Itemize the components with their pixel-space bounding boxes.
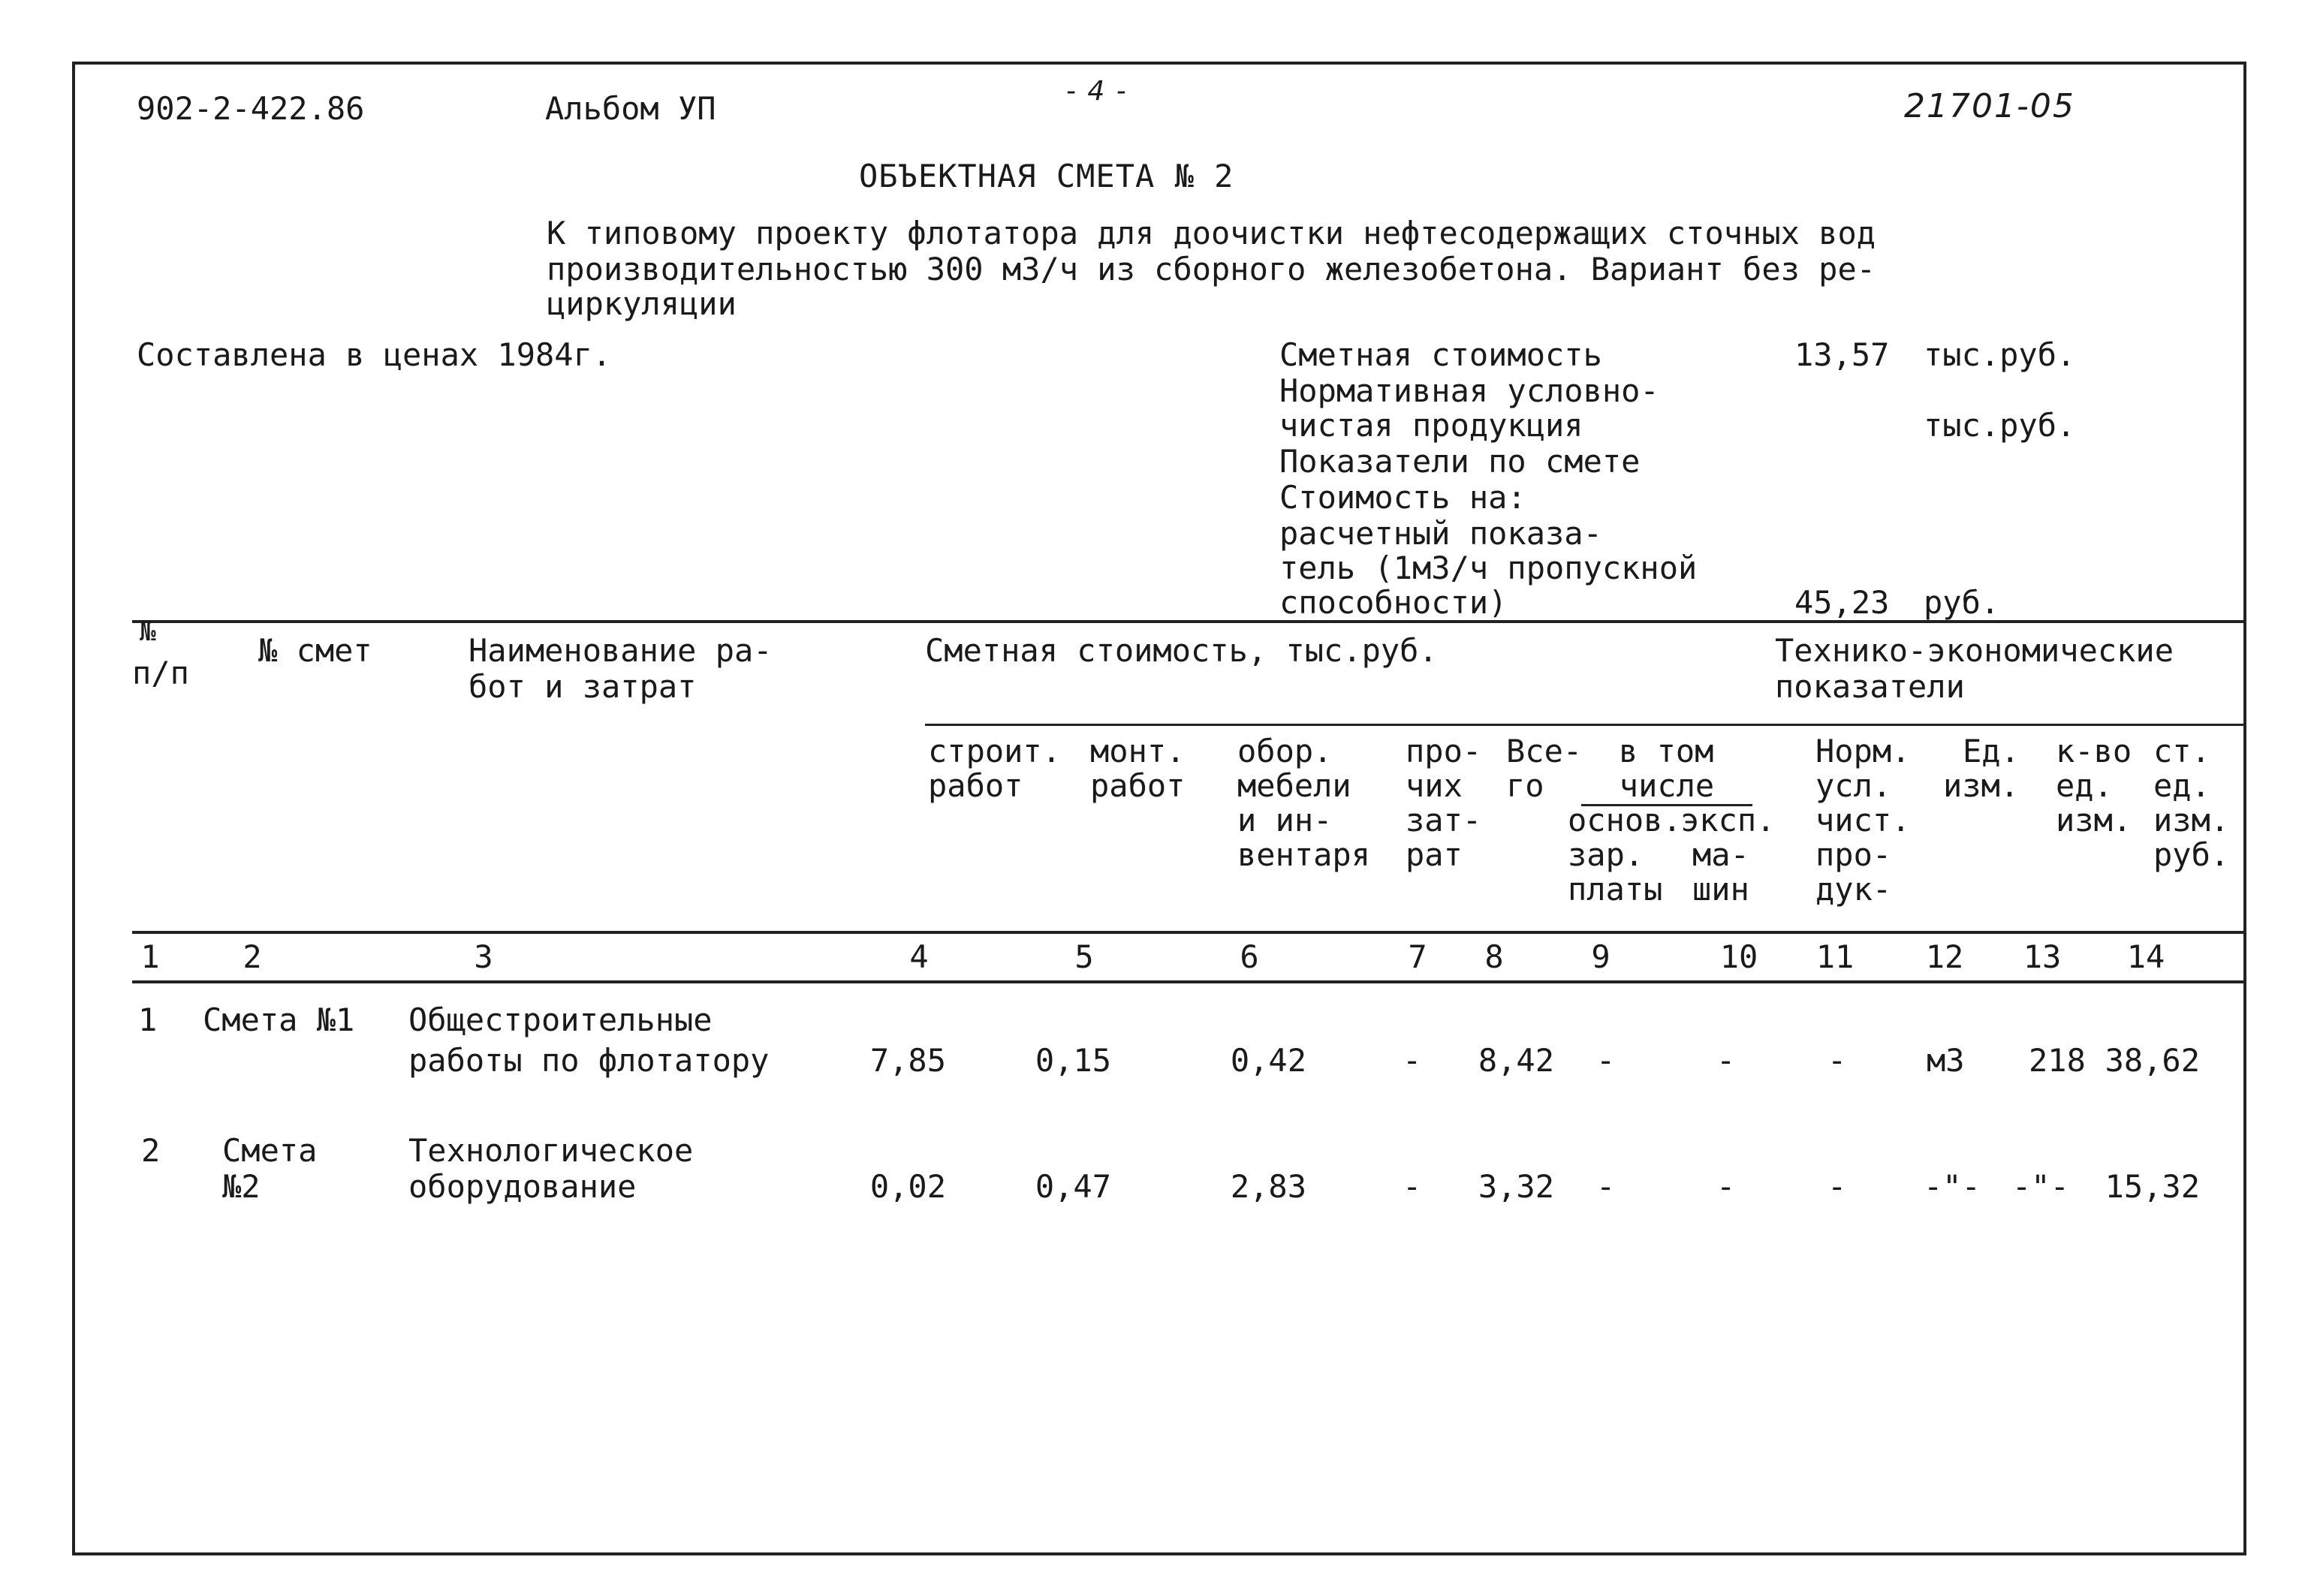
column-number-7: 7 <box>1408 938 1427 975</box>
header-nup-2: усл. <box>1815 767 1892 804</box>
album-label: Альбом УП <box>545 90 716 127</box>
row2-construction: 0,02 <box>869 1168 946 1205</box>
row2-qty: -"- <box>2012 1168 2069 1205</box>
column-numbers-top-rule <box>132 931 2246 934</box>
header-equipment-1: обор. <box>1237 733 1333 769</box>
header-qty-1: к-во <box>2056 733 2132 769</box>
row2-np: 2 <box>141 1132 161 1169</box>
summary-unit-cost-unit: руб. <box>1924 584 2000 621</box>
header-other-2: чих <box>1406 767 1463 804</box>
header-cost-group: Сметная стоимость, тыс.руб. <box>925 632 1438 669</box>
column-number-14: 14 <box>2126 938 2165 975</box>
column-number-2: 2 <box>243 938 262 975</box>
row1-construction: 7,85 <box>869 1042 946 1079</box>
column-number-6: 6 <box>1240 938 1259 975</box>
column-number-5: 5 <box>1074 938 1094 975</box>
table-top-rule <box>132 620 2246 623</box>
summary-line-6: расчетный показа- <box>1279 515 1602 552</box>
description-line-2: производительностью 300 м3/ч из сборного железобетона. Вариант без ре- <box>547 251 1876 288</box>
summary-cost-unit: тыс.руб. <box>1924 336 2076 373</box>
header-nup-4: про- <box>1815 836 1892 873</box>
row1-equipment: 0,42 <box>1230 1042 1306 1079</box>
header-construction-2: работ <box>928 767 1023 804</box>
column-number-10: 10 <box>1719 938 1758 975</box>
header-installation-1: монт. <box>1090 733 1186 769</box>
header-other-1: про- <box>1406 733 1482 769</box>
header-wages-2: зар. <box>1568 836 1644 873</box>
page-mark: - 4 - <box>1066 76 1128 107</box>
header-machines-2: ма- <box>1692 836 1749 873</box>
header-other-4: рат <box>1406 836 1463 873</box>
header-other-3: зат- <box>1406 802 1482 839</box>
summary-line-4: Показатели по смете <box>1279 443 1641 480</box>
column-number-9: 9 <box>1591 938 1610 975</box>
row1-unit: м3 <box>1927 1042 1965 1079</box>
column-number-4: 4 <box>909 938 929 975</box>
header-np-symbol: № <box>140 616 156 647</box>
header-np-label: п/п <box>132 655 189 691</box>
header-total-1: Все- <box>1506 733 1583 769</box>
header-work-name-2: бот и затрат <box>469 668 697 705</box>
row2-wages: - <box>1596 1168 1616 1205</box>
summary-line-3: чистая продукция <box>1279 407 1583 444</box>
row1-estimate: Смета №1 <box>203 1001 355 1038</box>
header-wages-1: основ. <box>1568 802 1682 839</box>
row1-installation: 0,15 <box>1035 1042 1111 1079</box>
header-nup-1: Норм. <box>1815 733 1911 769</box>
row1-total: 8,42 <box>1478 1042 1554 1079</box>
row2-other: - <box>1403 1168 1422 1205</box>
header-qty-2: ед. <box>2056 767 2113 804</box>
row2-total: 3,32 <box>1478 1168 1554 1205</box>
row1-other: - <box>1403 1042 1422 1079</box>
doc-code: 902-2-422.86 <box>137 90 365 127</box>
header-unit-cost-4: руб. <box>2153 836 2230 873</box>
header-installation-2: работ <box>1090 767 1186 804</box>
row1-wages: - <box>1596 1042 1616 1079</box>
document-title: ОБЪЕКТНАЯ СМЕТА № 2 <box>859 158 1234 194</box>
row1-machines: - <box>1716 1042 1736 1079</box>
header-total-2: го <box>1506 767 1544 804</box>
description-line-3: циркуляции <box>547 285 737 322</box>
summary-line-8: способности) <box>1279 584 1508 621</box>
column-number-1: 1 <box>140 938 160 975</box>
summary-nup-unit: тыс.руб. <box>1924 407 2076 444</box>
header-tech-group-2: показатели <box>1775 668 1965 705</box>
row2-name-2: оборудование <box>408 1168 637 1205</box>
header-machines-1: эксп. <box>1680 802 1776 839</box>
header-equipment-2: мебели <box>1237 767 1351 804</box>
row1-qty: 218 <box>2029 1042 2086 1079</box>
header-unit-1: Ед. <box>1963 733 2020 769</box>
header-qty-3: изм. <box>2056 802 2132 839</box>
summary-line-5: Стоимость на: <box>1279 479 1526 516</box>
row2-unit: -"- <box>1924 1168 1981 1205</box>
row1-np: 1 <box>138 1001 158 1038</box>
row2-unit-cost: 15,32 <box>2105 1168 2200 1205</box>
prices-note: Составлена в ценах 1984г. <box>137 336 612 373</box>
row2-estimate-2: №2 <box>222 1168 261 1205</box>
sheet-code: 21701-05 <box>1904 87 2075 125</box>
column-numbers-bottom-rule <box>132 980 2246 983</box>
summary-line-1: Сметная стоимость <box>1279 336 1602 373</box>
header-unit-cost-1: ст. <box>2153 733 2210 769</box>
summary-line-7: тель (1м3/ч пропускной <box>1279 550 1698 586</box>
row2-installation: 0,47 <box>1035 1168 1111 1205</box>
summary-line-2: Нормативная условно- <box>1279 372 1659 409</box>
row2-machines: - <box>1716 1168 1736 1205</box>
column-number-13: 13 <box>2023 938 2062 975</box>
row1-name-2: работы по флотатору <box>408 1042 770 1079</box>
column-number-11: 11 <box>1815 938 1855 975</box>
column-number-8: 8 <box>1484 938 1504 975</box>
header-nup-3: чист. <box>1815 802 1911 839</box>
header-equipment-4: вентаря <box>1237 836 1371 873</box>
row1-nup: - <box>1827 1042 1847 1079</box>
row1-unit-cost: 38,62 <box>2105 1042 2200 1079</box>
header-unit-cost-2: ед. <box>2153 767 2210 804</box>
header-wages-3: платы <box>1568 871 1663 908</box>
column-number-12: 12 <box>1925 938 1964 975</box>
header-work-name-1: Наименование ра- <box>469 632 773 669</box>
description-line-1: К типовому проекту флотатора для доочистки нефтесодержащих сточных вод <box>547 215 1876 251</box>
row1-name-1: Общестроительные <box>408 1001 713 1038</box>
header-estimate-no: № смет <box>258 632 372 669</box>
row2-name-1: Технологическое <box>408 1132 694 1169</box>
summary-cost-value: 13,57 <box>1794 336 1890 373</box>
header-equipment-3: и ин- <box>1237 802 1333 839</box>
row2-estimate-1: Смета <box>222 1132 318 1169</box>
header-incl-2: числе <box>1581 770 1752 806</box>
header-machines-3: шин <box>1692 871 1749 908</box>
header-construction-1: строит. <box>928 733 1062 769</box>
header-tech-group-1: Технико-экономические <box>1775 632 2174 669</box>
summary-unit-cost-value: 45,23 <box>1794 584 1890 621</box>
column-number-3: 3 <box>474 938 493 975</box>
header-unit-cost-3: изм. <box>2153 802 2230 839</box>
row2-equipment: 2,83 <box>1230 1168 1306 1205</box>
row2-nup: - <box>1827 1168 1847 1205</box>
header-unit-2: изм. <box>1943 767 2020 804</box>
subheader-rule <box>925 724 2246 726</box>
header-nup-5: дук- <box>1815 871 1892 908</box>
header-incl-1: в том <box>1619 733 1714 769</box>
